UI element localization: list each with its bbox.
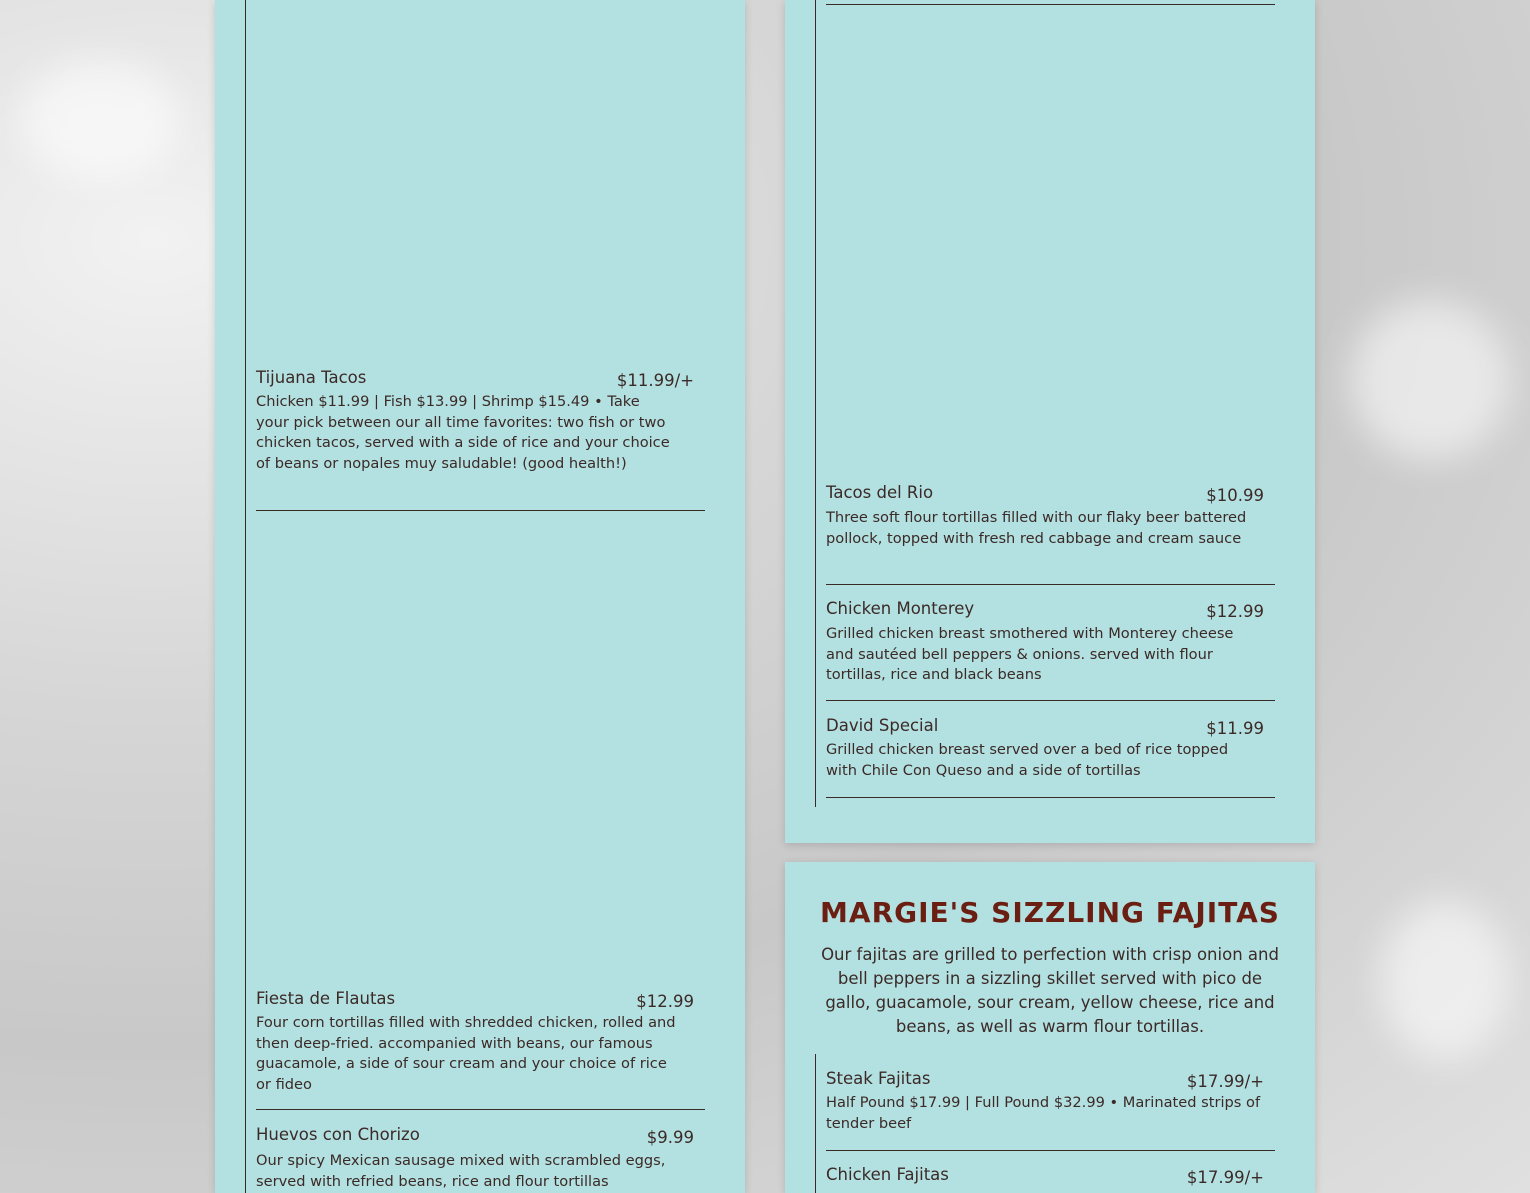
item-separator xyxy=(826,797,1275,798)
item-description: Half Pound $17.99 | Full Pound $32.99 • Marinated strips of tender beef xyxy=(826,1094,1261,1132)
item-description: Our spicy Mexican sausage mixed with scrambled eggs, served with refried beans, rice and flour tortillas xyxy=(256,1152,666,1190)
background-texture xyxy=(1380,900,1510,1060)
item-name: Huevos con Chorizo xyxy=(256,1125,420,1144)
section-intro: Our fajitas are grilled to perfection with crisp onion and bell peppers in a sizzling skillet served with pico de gallo, guacamole, sour cream, yellow cheese, rice and beans, as well as warm flour tortillas. xyxy=(821,945,1279,1036)
item-price: $11.99 xyxy=(1206,719,1264,738)
fajitas-panel xyxy=(785,862,1315,1193)
item-name: Chicken Fajitas xyxy=(826,1165,949,1184)
section-title: MARGIE'S SIZZLING FAJITAS xyxy=(820,896,1280,929)
item-name: Fiesta de Flautas xyxy=(256,989,396,1008)
item-price: $11.99/+ xyxy=(616,371,694,390)
left-divider-line xyxy=(245,0,246,1193)
fajitas-divider-line xyxy=(815,1054,816,1193)
item-separator xyxy=(826,700,1275,701)
item-price: $9.99 xyxy=(646,1128,694,1147)
item-separator xyxy=(256,1109,705,1110)
right-divider-line xyxy=(815,0,816,807)
item-name: Tijuana Tacos xyxy=(256,368,367,387)
background-texture xyxy=(20,60,180,180)
item-description: Four corn tortillas filled with shredded chicken, rolled and then deep-fried. accompanied with beans, our famous guacamole, a side of sour cream and your choice of rice or fideo xyxy=(256,1014,676,1093)
item-price: $17.99/+ xyxy=(1186,1168,1264,1187)
item-name: Chicken Monterey xyxy=(826,599,975,618)
item-separator xyxy=(826,1150,1275,1151)
item-description: Chicken $11.99 | Fish $13.99 | Shrimp $15.49 • Take your pick between our all time favorites: two fish or two chicken tacos, served with a side of rice and your choice of beans or nopales muy saludable! (good health!) xyxy=(256,393,670,472)
item-price: $10.99 xyxy=(1206,486,1264,505)
item-description: Three soft flour tortillas filled with our flaky beer battered pollock, topped with fresh red cabbage and cream sauce xyxy=(826,509,1247,547)
item-description: Grilled chicken breast served over a bed of rice topped with Chile Con Queso and a side of tortillas xyxy=(826,741,1229,779)
item-separator xyxy=(826,584,1275,585)
item-name: Steak Fajitas xyxy=(826,1069,931,1088)
item-price: $12.99 xyxy=(1206,602,1264,621)
item-separator xyxy=(256,510,705,511)
item-separator xyxy=(826,4,1275,5)
left-menu-panel xyxy=(215,0,745,1193)
item-name: David Special xyxy=(826,716,939,735)
background-texture xyxy=(1350,300,1510,460)
item-price: $12.99 xyxy=(636,992,694,1011)
item-name: Tacos del Rio xyxy=(826,483,934,502)
item-description: Grilled chicken breast smothered with Monterey cheese and sautéed bell peppers & onions. served with flour tortillas, rice and black beans xyxy=(826,625,1234,683)
right-menu-panel xyxy=(785,0,1315,843)
item-price: $17.99/+ xyxy=(1186,1072,1264,1091)
